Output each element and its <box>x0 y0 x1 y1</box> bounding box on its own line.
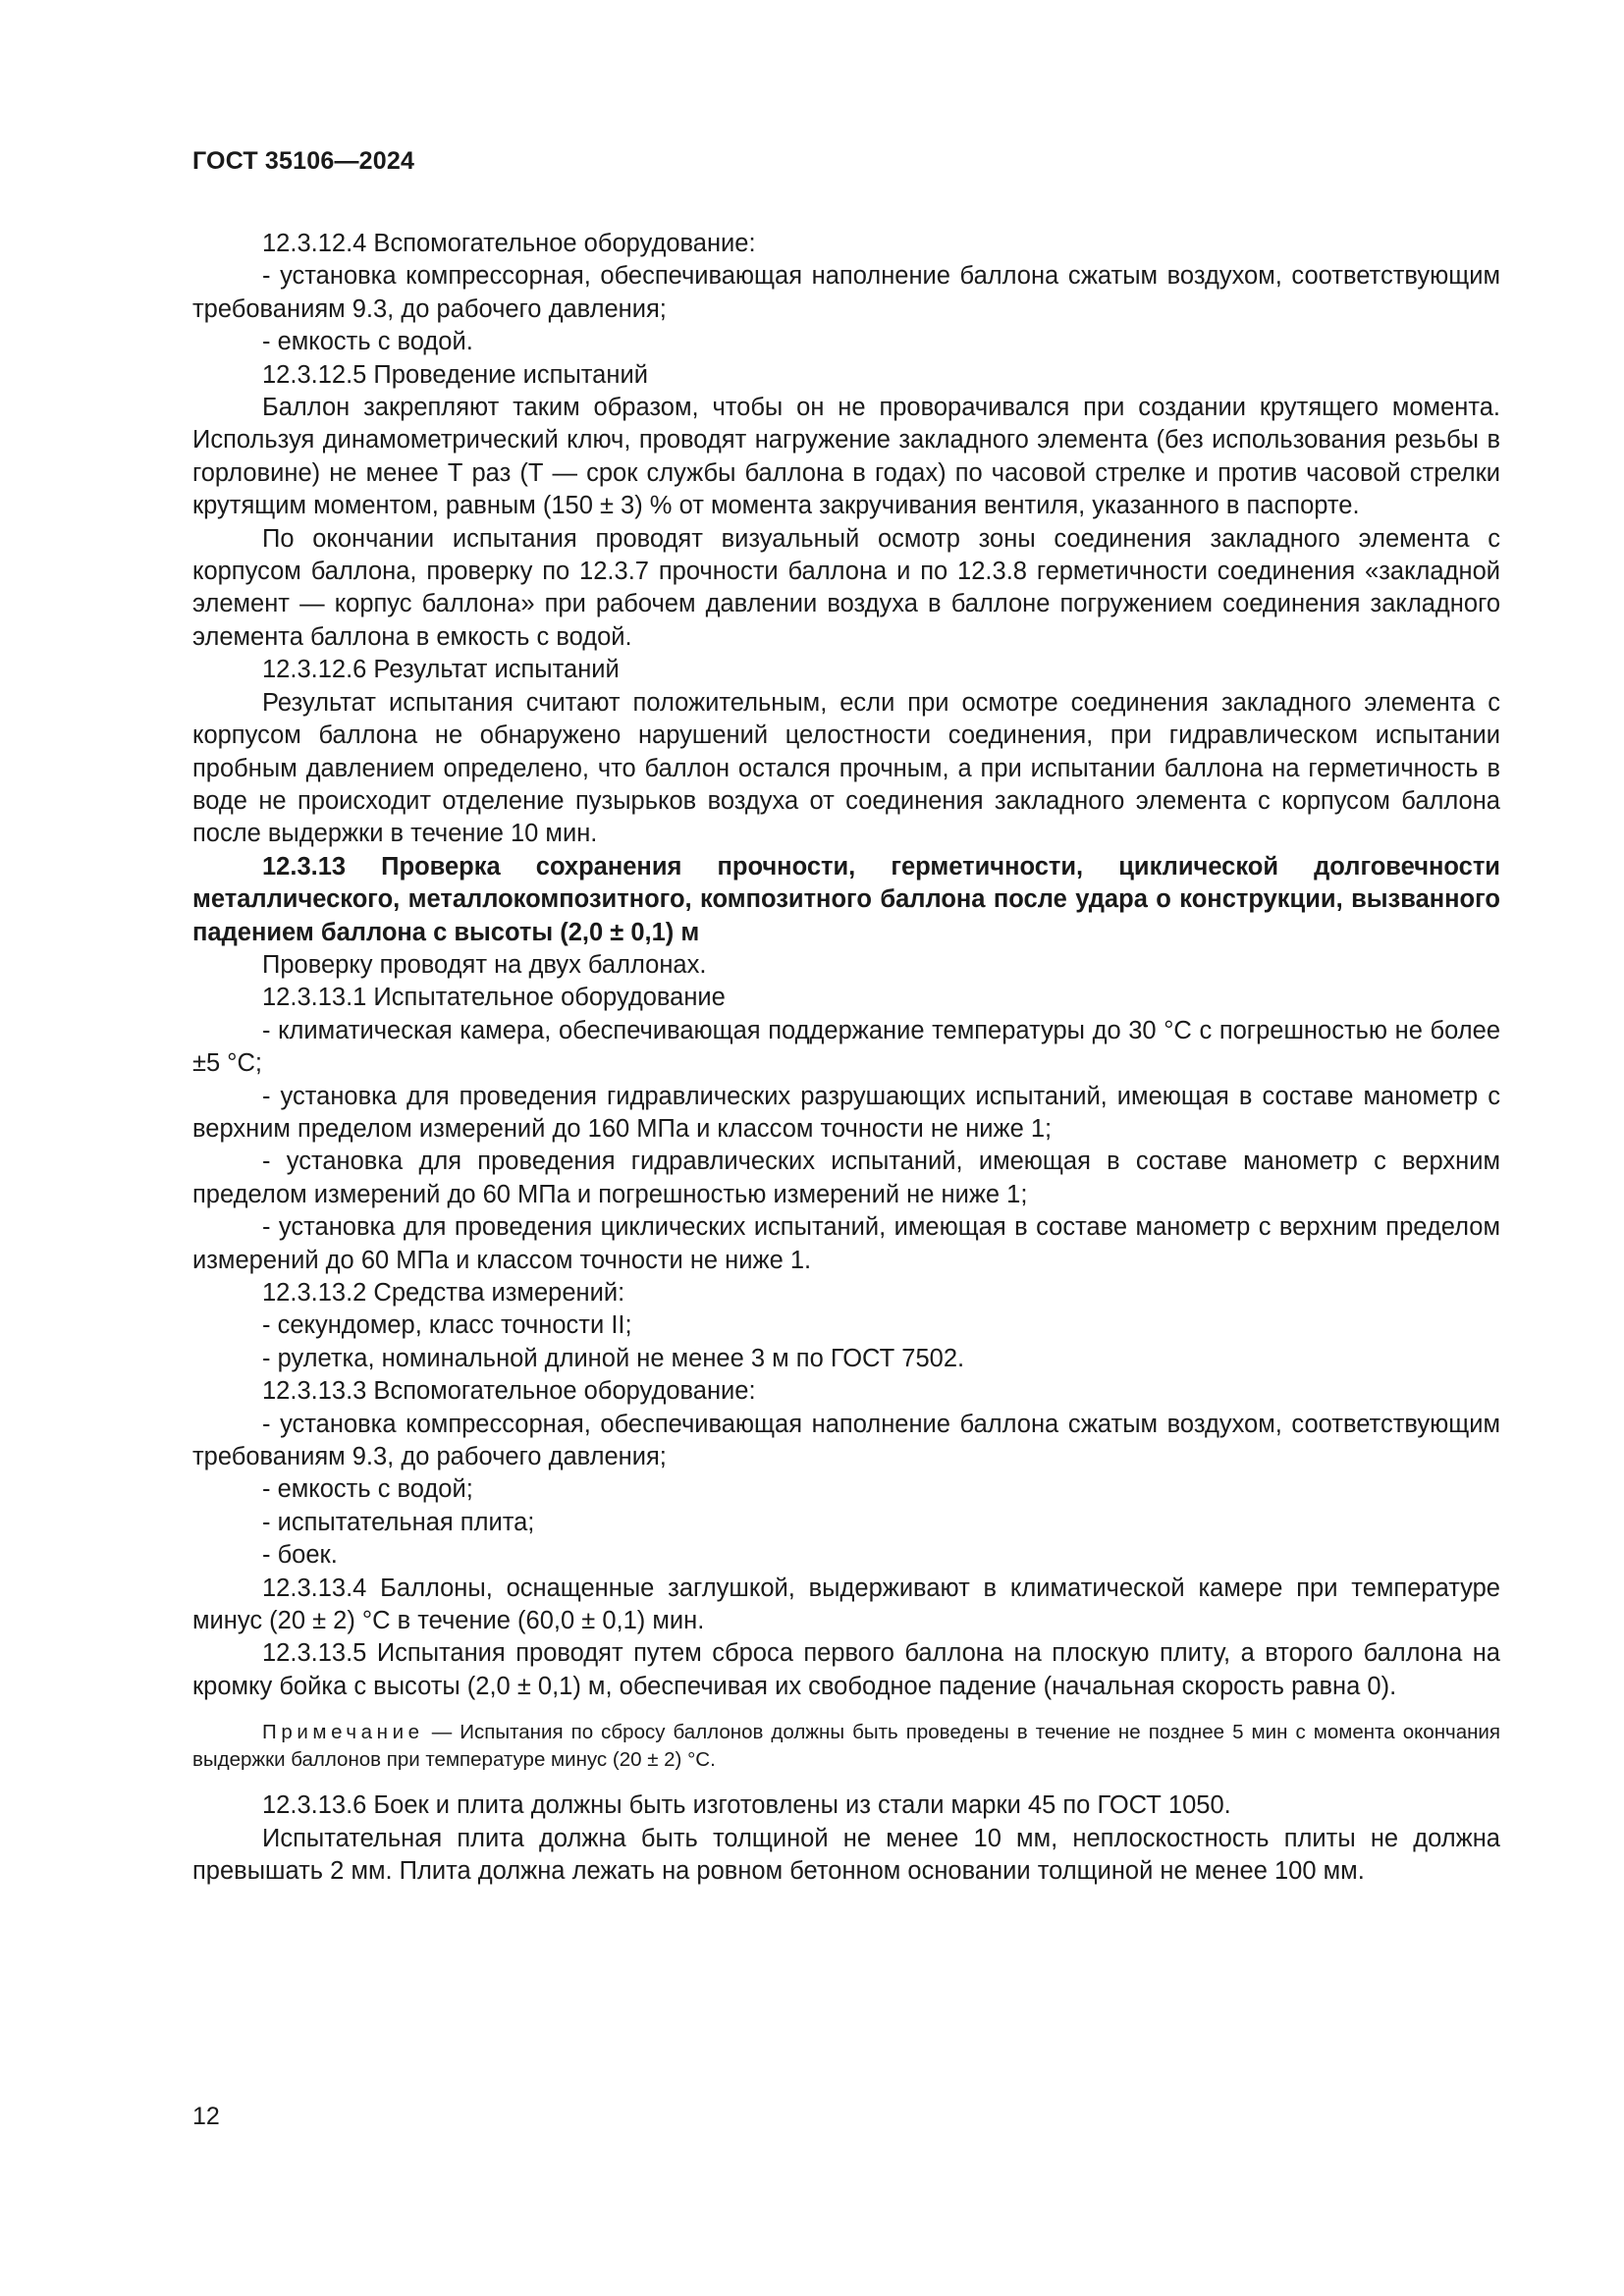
list-item: - боек. <box>262 1541 338 1570</box>
section-heading: 12.3.13.1 Испытательное оборудование <box>262 984 726 1012</box>
section-heading: 12.3.13.3 Вспомогательное оборудование: <box>262 1377 756 1406</box>
note <box>192 1719 1500 1774</box>
paragraph: Баллон закрепляют таким образом, чтобы он не проворачивался при создании крутящего момента. Используя динамометрический ключ, проводят нагружение закладного элемента (без использования резьбы в горловине) не менее Т раз (Т — срок службы баллона в годах) по часовой стрелке и против часовой стрелки крутящим моментом, равным (150 ± 3) % от момента закручивания вентиля, указанного в паспорте. <box>192 394 1500 520</box>
paragraph: Результат испытания считают положительным, если при осмотре соединения закладного элемента с корпусом баллона не обнаружено нарушений целостности соединения, при гидравлическом испытании пробным давлением определено, что баллон остался прочным, а при испытании баллона на герметичность в воде не происходит отделение пузырьков воздуха от соединения закладного элемента с корпусом баллона после выдержки в течение 10 мин. <box>192 688 1500 848</box>
paragraph: По окончании испытания проводят визуальный осмотр зоны соединения закладного элемента с корпусом баллона, проверку по 12.3.7 прочности баллона и по 12.3.8 герметичности соединения «закладной элемент — корпус баллона» при рабочем давлении воздуха в баллоне погружением соединения закладного элемента баллона в емкость с водой. <box>192 524 1500 651</box>
note-label: Примечание <box>262 1721 424 1744</box>
section-heading: 12.3.12.5 Проведение испытаний <box>262 360 648 389</box>
section-heading: 12.3.13.2 Средства измерений: <box>262 1279 625 1307</box>
paragraph: Проверку проводят на двух баллонах. <box>262 950 707 979</box>
document-body <box>192 228 1500 1889</box>
list-item: - установка компрессорная, обеспечивающая наполнение баллона сжатым воздухом, соответствующим требованиям 9.3, до рабочего давления; <box>192 1410 1500 1471</box>
document-code-header: ГОСТ 35106—2024 <box>192 147 415 175</box>
paragraph: 12.3.13.6 Боек и плита должны быть изготовлены из стали марки 45 по ГОСТ 1050. <box>262 1791 1231 1820</box>
section-title-bold: 12.3.13 Проверка сохранения прочности, герметичности, циклической долговечности металлического, металлокомпозитного, композитного баллона после удара о конструкции, вызванного падением баллона с высоты (2,0 ± 0,1) м <box>192 852 1500 946</box>
list-item: - испытательная плита; <box>262 1508 535 1536</box>
list-item: - установка компрессорная, обеспечивающая наполнение баллона сжатым воздухом, соответствующим требованиям 9.3, до рабочего давления; <box>192 262 1500 323</box>
list-item: - рулетка, номинальной длиной не менее 3 м по ГОСТ 7502. <box>262 1344 965 1372</box>
paragraph: 12.3.13.4 Баллоны, оснащенные заглушкой, выдерживают в климатической камере при температуре минус (20 ± 2) °С в течение (60,0 ± 0,1) мин. <box>192 1574 1500 1635</box>
paragraph: 12.3.12.4 Вспомогательное оборудование: <box>262 230 756 257</box>
list-item: - климатическая камера, обеспечивающая поддержание температуры до 30 °С с погрешностью не более ±5 °С; <box>192 1016 1500 1078</box>
note-text: — Испытания по сбросу баллонов должны быть проведены в течение не позднее 5 мин с момента окончания выдержки баллонов при температуре минус (20 ± 2) °С. <box>192 1721 1500 1772</box>
list-item: - установка для проведения циклических испытаний, имеющая в составе манометр с верхним пределом измерений до 60 МПа и классом точности не ниже 1. <box>192 1213 1500 1274</box>
page-number: 12 <box>192 2103 220 2130</box>
paragraph: 12.3.13.5 Испытания проводят путем сброса первого баллона на плоскую плиту, а второго баллона на кромку бойка с высоты (2,0 ± 0,1) м, обеспечивая их свободное падение (начальная скорость равна 0). <box>192 1639 1500 1700</box>
section-heading: 12.3.12.6 Результат испытаний <box>262 656 620 684</box>
list-item: - установка для проведения гидравлических испытаний, имеющая в составе манометр с верхним пределом измерений до 60 МПа и погрешностью измерений не ниже 1; <box>192 1148 1500 1208</box>
list-item: - секундомер, класс точности II; <box>262 1311 632 1340</box>
list-item: - установка для проведения гидравлических разрушающих испытаний, имеющая в составе манометр с верхним пределом измерений до 160 МПа и классом точности не ниже 1; <box>192 1082 1500 1143</box>
paragraph: Испытательная плита должна быть толщиной не менее 10 мм, неплоскостность плиты не должна превышать 2 мм. Плита должна лежать на ровном бетонном основании толщиной не менее 100 мм. <box>192 1824 1500 1886</box>
list-item: - емкость с водой. <box>262 328 473 356</box>
list-item: - емкость с водой; <box>262 1475 473 1504</box>
